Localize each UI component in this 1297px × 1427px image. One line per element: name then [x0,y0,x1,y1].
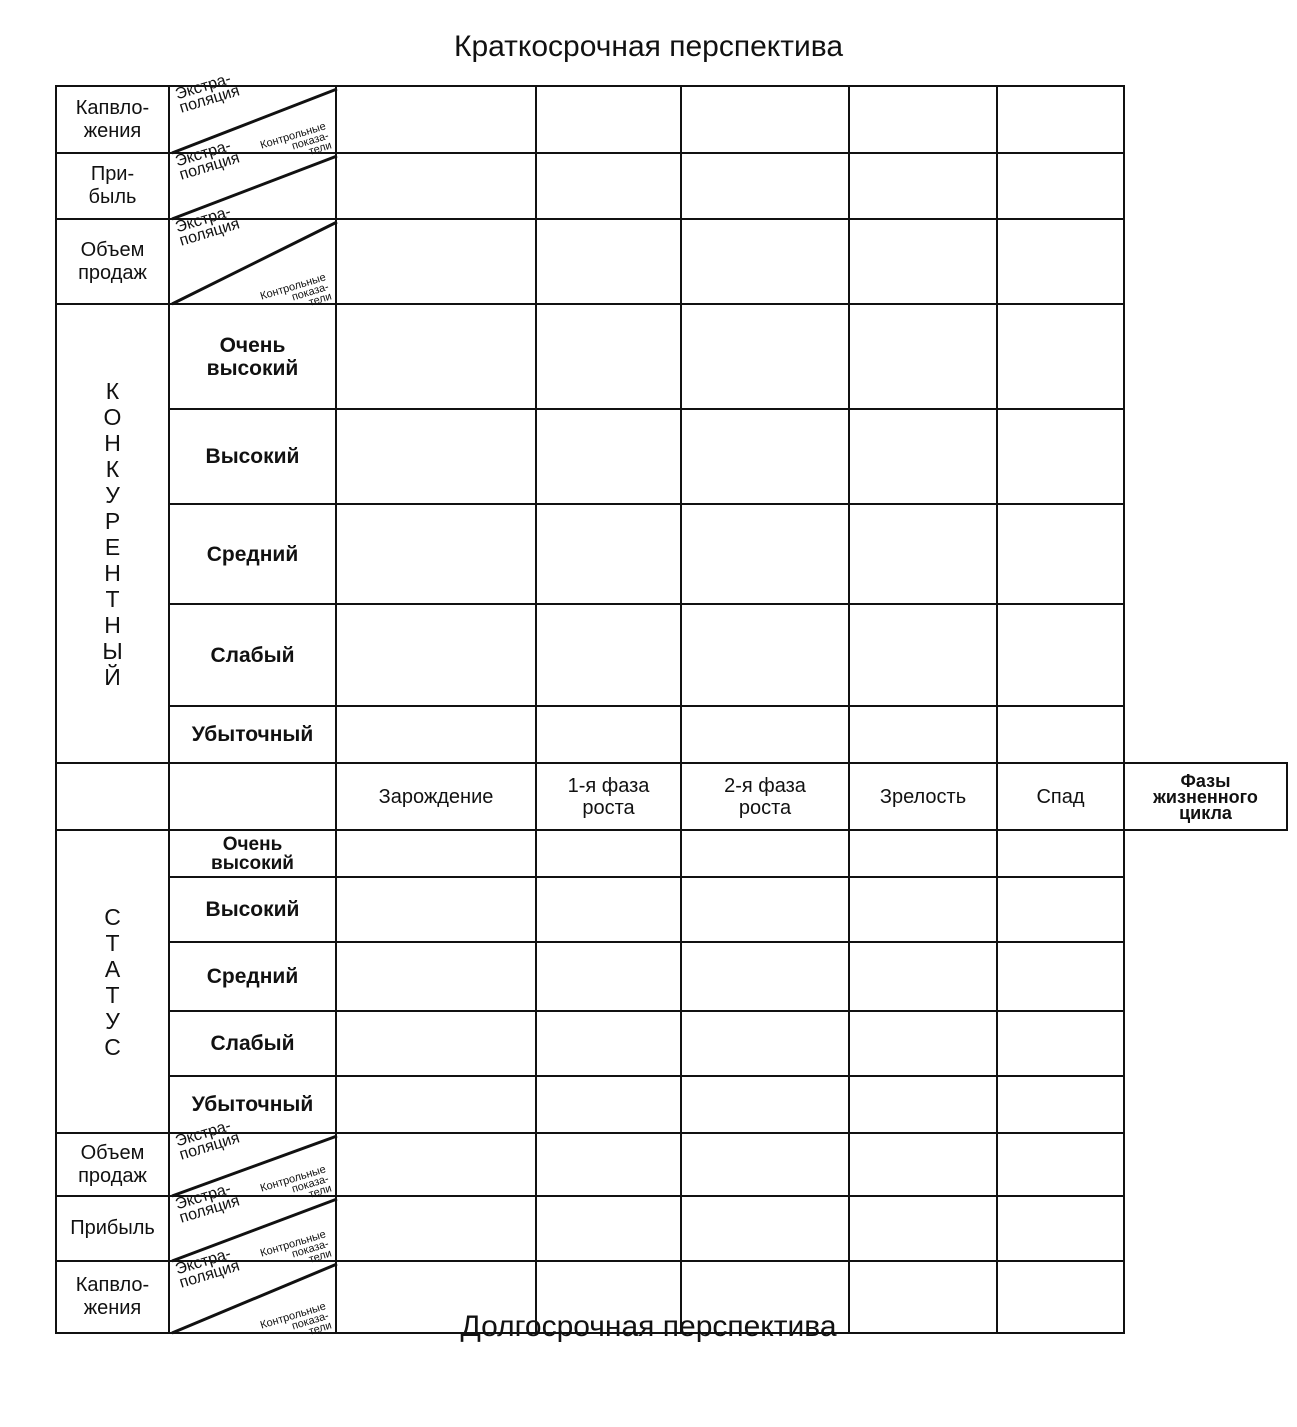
metric-label-cell [55,1195,170,1262]
matrix-cell [848,152,998,220]
matrix-cell [848,603,998,707]
matrix-cell [848,408,998,505]
phase-header-label: Фазы жизненного цикла [1153,770,1258,823]
status-group-label: С Т А Т У С [104,903,121,1060]
matrix-cell [335,941,537,1012]
competitive-level-cell [168,408,337,505]
matrix-cell [535,408,682,505]
control-indicators-label: Контрольные показа- тели [259,1300,334,1338]
matrix-cell [996,1195,1125,1262]
matrix-cell [996,876,1125,943]
phase-cell [996,762,1125,831]
bottom-title: Долгосрочная перспектива [460,1310,837,1343]
phase-label: 1-я фаза роста [567,774,650,819]
matrix-cell [535,1010,682,1077]
phase-cell [335,762,537,831]
competitive-group-label: К О Н К У Р Е Н Т Н Ы Й [102,377,123,690]
extrapolation-label: Экстра- поляция [173,1180,242,1227]
matrix-cell [335,1075,537,1134]
matrix-cell [535,876,682,943]
status-level-cell [168,941,337,1012]
matrix-cell [996,603,1125,707]
matrix-cell [680,705,850,764]
matrix-cell [535,1195,682,1262]
matrix-cell [996,408,1125,505]
matrix-cell [680,876,850,943]
metric-label: Прибыль [70,1217,155,1239]
competitive-level-cell [168,603,337,707]
matrix-cell [535,218,682,305]
matrix-cell [535,503,682,605]
metric-label: Объем продаж [78,238,147,284]
matrix-cell [680,1195,850,1262]
competitive-level-label: Высокий [205,445,300,468]
competitive-level-cell [168,705,337,764]
control-indicators-label: Контрольные показа- тели [259,271,334,309]
metric-label: Объем продаж [78,1141,147,1187]
phase-label: Зрелость [879,785,967,808]
phase-label: Спад [1036,785,1085,808]
phase-row-blank-cell [168,762,337,831]
matrix-cell [335,1010,537,1077]
matrix-cell [535,303,682,410]
metric-label: Капвло- жения [75,96,150,142]
matrix-cell [996,152,1125,220]
extrapolation-label: Экстра- поляция [173,1117,242,1164]
matrix-cell [335,603,537,707]
matrix-cell [848,218,998,305]
metric-label: При- быль [88,163,137,208]
matrix-cell [848,503,998,605]
matrix-cell [996,85,1125,154]
matrix-cell [535,941,682,1012]
matrix-cell [335,85,537,154]
phase-cell [848,762,998,831]
matrix-cell [996,829,1125,878]
matrix-cell [335,503,537,605]
control-indicators-label: Контрольные показа- тели [259,1228,334,1266]
phase-label: 2-я фаза роста [724,774,806,819]
extrapolation-split-cell [168,1117,337,1201]
phase-header-cell [1123,762,1288,831]
matrix-cell [680,152,850,220]
top-title: Краткосрочная перспектива [453,30,844,63]
matrix-cell [335,705,537,764]
status-level-label: Высокий [205,898,300,921]
matrix-cell [680,1010,850,1077]
competitive-level-label: Очень высокий [206,333,299,380]
metric-label-cell [55,152,170,220]
matrix-cell [848,705,998,764]
matrix-cell [680,218,850,305]
competitive-group-cell [55,303,170,764]
matrix-cell [996,218,1125,305]
phase-cell [535,762,682,831]
status-level-label: Средний [206,965,299,988]
extrapolation-label: Экстра- поляция [173,137,242,184]
control-indicators-label: Контрольные показа- тели [259,1163,334,1201]
metric-label-cell [55,1132,170,1197]
matrix-cell [996,1075,1125,1134]
matrix-cell [335,218,537,305]
phase-cell [680,762,850,831]
extrapolation-label: Экстра- поляция [173,70,242,117]
matrix-cell [535,829,682,878]
matrix-cell [996,1010,1125,1077]
competitive-level-label: Слабый [210,643,295,667]
competitive-level-label: Средний [206,542,299,566]
matrix-cell [680,85,850,154]
status-level-label: Убыточный [191,1093,314,1116]
matrix-cell [335,829,537,878]
matrix-cell [848,876,998,943]
matrix-cell [996,503,1125,605]
matrix-cell [680,941,850,1012]
matrix-cell [848,941,998,1012]
status-level-label: Слабый [210,1032,295,1055]
matrix-cell [996,303,1125,410]
metric-label-cell [55,218,170,305]
status-level-cell [168,1075,337,1134]
matrix-cell [680,408,850,505]
matrix-cell [680,1075,850,1134]
status-group-cell [55,829,170,1134]
status-level-cell [168,1010,337,1077]
matrix-cell [335,408,537,505]
matrix-cell [848,1132,998,1197]
matrix-cell [680,603,850,707]
extrapolation-split-cell [168,203,337,309]
phase-row-blank-cell [55,762,170,831]
matrix-cell [680,503,850,605]
competitive-level-cell [168,303,337,410]
matrix-cell [535,1075,682,1134]
matrix-cell [996,1132,1125,1197]
matrix-cell [335,1195,537,1262]
matrix-cell [335,1132,537,1197]
matrix-cell [848,1195,998,1262]
matrix-cell [680,1132,850,1197]
extrapolation-label: Экстра- поляция [173,1245,242,1292]
matrix-cell [848,85,998,154]
matrix-cell [535,152,682,220]
matrix-cell [848,829,998,878]
matrix-cell [335,152,537,220]
matrix-cell [996,705,1125,764]
metric-label: Капвло- жения [75,1274,150,1319]
matrix-cell [680,303,850,410]
status-level-cell [168,829,337,878]
extrapolation-split-cell [168,70,337,158]
phase-label: Зарождение [378,785,494,808]
matrix-cell [848,1075,998,1134]
control-indicators-label: Контрольные показа- тели [259,120,334,158]
matrix-cell [535,603,682,707]
extrapolation-label: Экстра- поляция [173,203,242,250]
competitive-level-label: Убыточный [191,723,314,746]
matrix-cell [535,1132,682,1197]
competitive-level-cell [168,503,337,605]
status-level-label: Очень высокий [211,833,294,874]
matrix-cell [535,705,682,764]
matrix-cell [335,876,537,943]
matrix-cell [996,941,1125,1012]
matrix-cell [680,829,850,878]
matrix-cell [535,85,682,154]
status-level-cell [168,876,337,943]
matrix-cell [335,303,537,410]
extrapolation-split-cell [168,1180,337,1266]
matrix-cell [848,1010,998,1077]
matrix-cell [848,303,998,410]
metric-label-cell [55,85,170,154]
